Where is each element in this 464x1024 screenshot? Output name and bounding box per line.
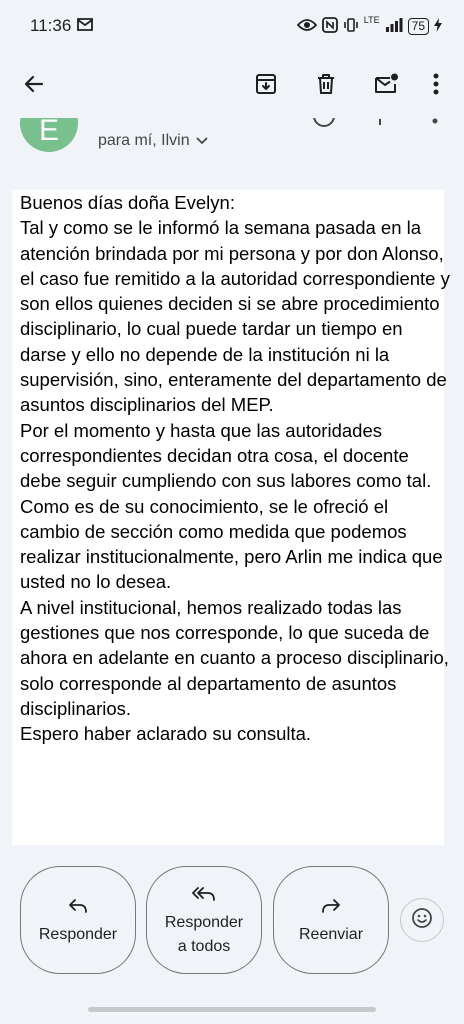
sender-header bbox=[0, 118, 464, 170]
reply-all-label-line2: a todos bbox=[177, 938, 231, 955]
status-bar bbox=[0, 0, 464, 52]
reply-all-label-line1: Responder bbox=[164, 914, 244, 931]
reply-arrow-icon[interactable] bbox=[378, 118, 388, 132]
avatar-initial: E bbox=[38, 118, 59, 147]
smiley-icon bbox=[411, 907, 433, 934]
reply-label: Responder bbox=[38, 926, 118, 943]
forward-icon bbox=[321, 893, 341, 919]
gmail-notification-icon bbox=[77, 16, 93, 36]
signal-icon bbox=[385, 18, 403, 35]
mark-unread-button[interactable] bbox=[366, 66, 406, 106]
delete-button[interactable] bbox=[306, 66, 346, 106]
gesture-navigation-bar[interactable] bbox=[88, 1007, 376, 1012]
eye-icon bbox=[297, 18, 317, 35]
more-options-button[interactable] bbox=[416, 66, 456, 106]
status-time: 11:36 bbox=[30, 16, 72, 35]
more-vert-icon bbox=[433, 73, 439, 100]
reply-button[interactable] bbox=[20, 866, 136, 974]
forward-button[interactable] bbox=[273, 866, 389, 974]
back-arrow-icon bbox=[22, 72, 46, 101]
forward-label: Reenviar bbox=[298, 926, 364, 943]
reply-all-icon bbox=[192, 881, 216, 907]
charging-icon bbox=[434, 18, 442, 35]
more-vert-icon[interactable] bbox=[432, 118, 438, 130]
status-left bbox=[30, 16, 93, 36]
mark-unread-icon bbox=[373, 72, 399, 101]
vibrate-icon bbox=[343, 17, 359, 36]
avatar[interactable] bbox=[20, 118, 78, 152]
trash-icon bbox=[314, 72, 338, 101]
reply-actions bbox=[0, 862, 464, 980]
nfc-icon bbox=[322, 17, 338, 36]
archive-icon bbox=[254, 72, 278, 101]
reply-all-button[interactable] bbox=[146, 866, 262, 974]
back-button[interactable] bbox=[14, 66, 54, 106]
archive-button[interactable] bbox=[246, 66, 286, 106]
email-toolbar bbox=[0, 58, 464, 114]
reply-icon bbox=[68, 893, 88, 919]
chevron-down-icon bbox=[196, 132, 208, 150]
recipients-text: para mí, Ilvin bbox=[98, 132, 190, 149]
status-right bbox=[297, 14, 442, 36]
add-reaction-button[interactable] bbox=[400, 898, 444, 942]
email-body-text: Buenos días doña Evelyn: Tal y como se le informó la semana pasada en la atención brindada por mi persona y por don Alonso, el caso fue remitido a la autoridad correspondiente y son ellos quienes deciden si se abre procedimiento disciplinario, lo cual puede tardar un tiempo en darse y ello no depende de la institución ni la supervisión, sino, enteramente del departamento de asuntos disciplinarios del MEP. Por el momento y hasta que las autoridades correspondientes decidan otra cosa, el docente debe seguir cumpliendo con sus labores como tal. Como es de su conocimiento, se le ofreció el cambio de sección como medida que podemos realizar institucionalmente, pero Arlin me indica que usted no lo desea. A nivel institucional, hemos realizado todas las gestiones que nos corresponde, lo que suceda de ahora en adelante en cuanto a proceso disciplinario, solo corresponde al departamento de asuntos disciplinarios. Espero haber aclarado su consulta. bbox=[20, 192, 450, 745]
network-type: LTE bbox=[363, 14, 380, 25]
emoji-reaction-icon[interactable] bbox=[312, 118, 336, 133]
battery-indicator: 75 bbox=[408, 18, 429, 35]
recipient-details-toggle[interactable] bbox=[98, 132, 208, 150]
